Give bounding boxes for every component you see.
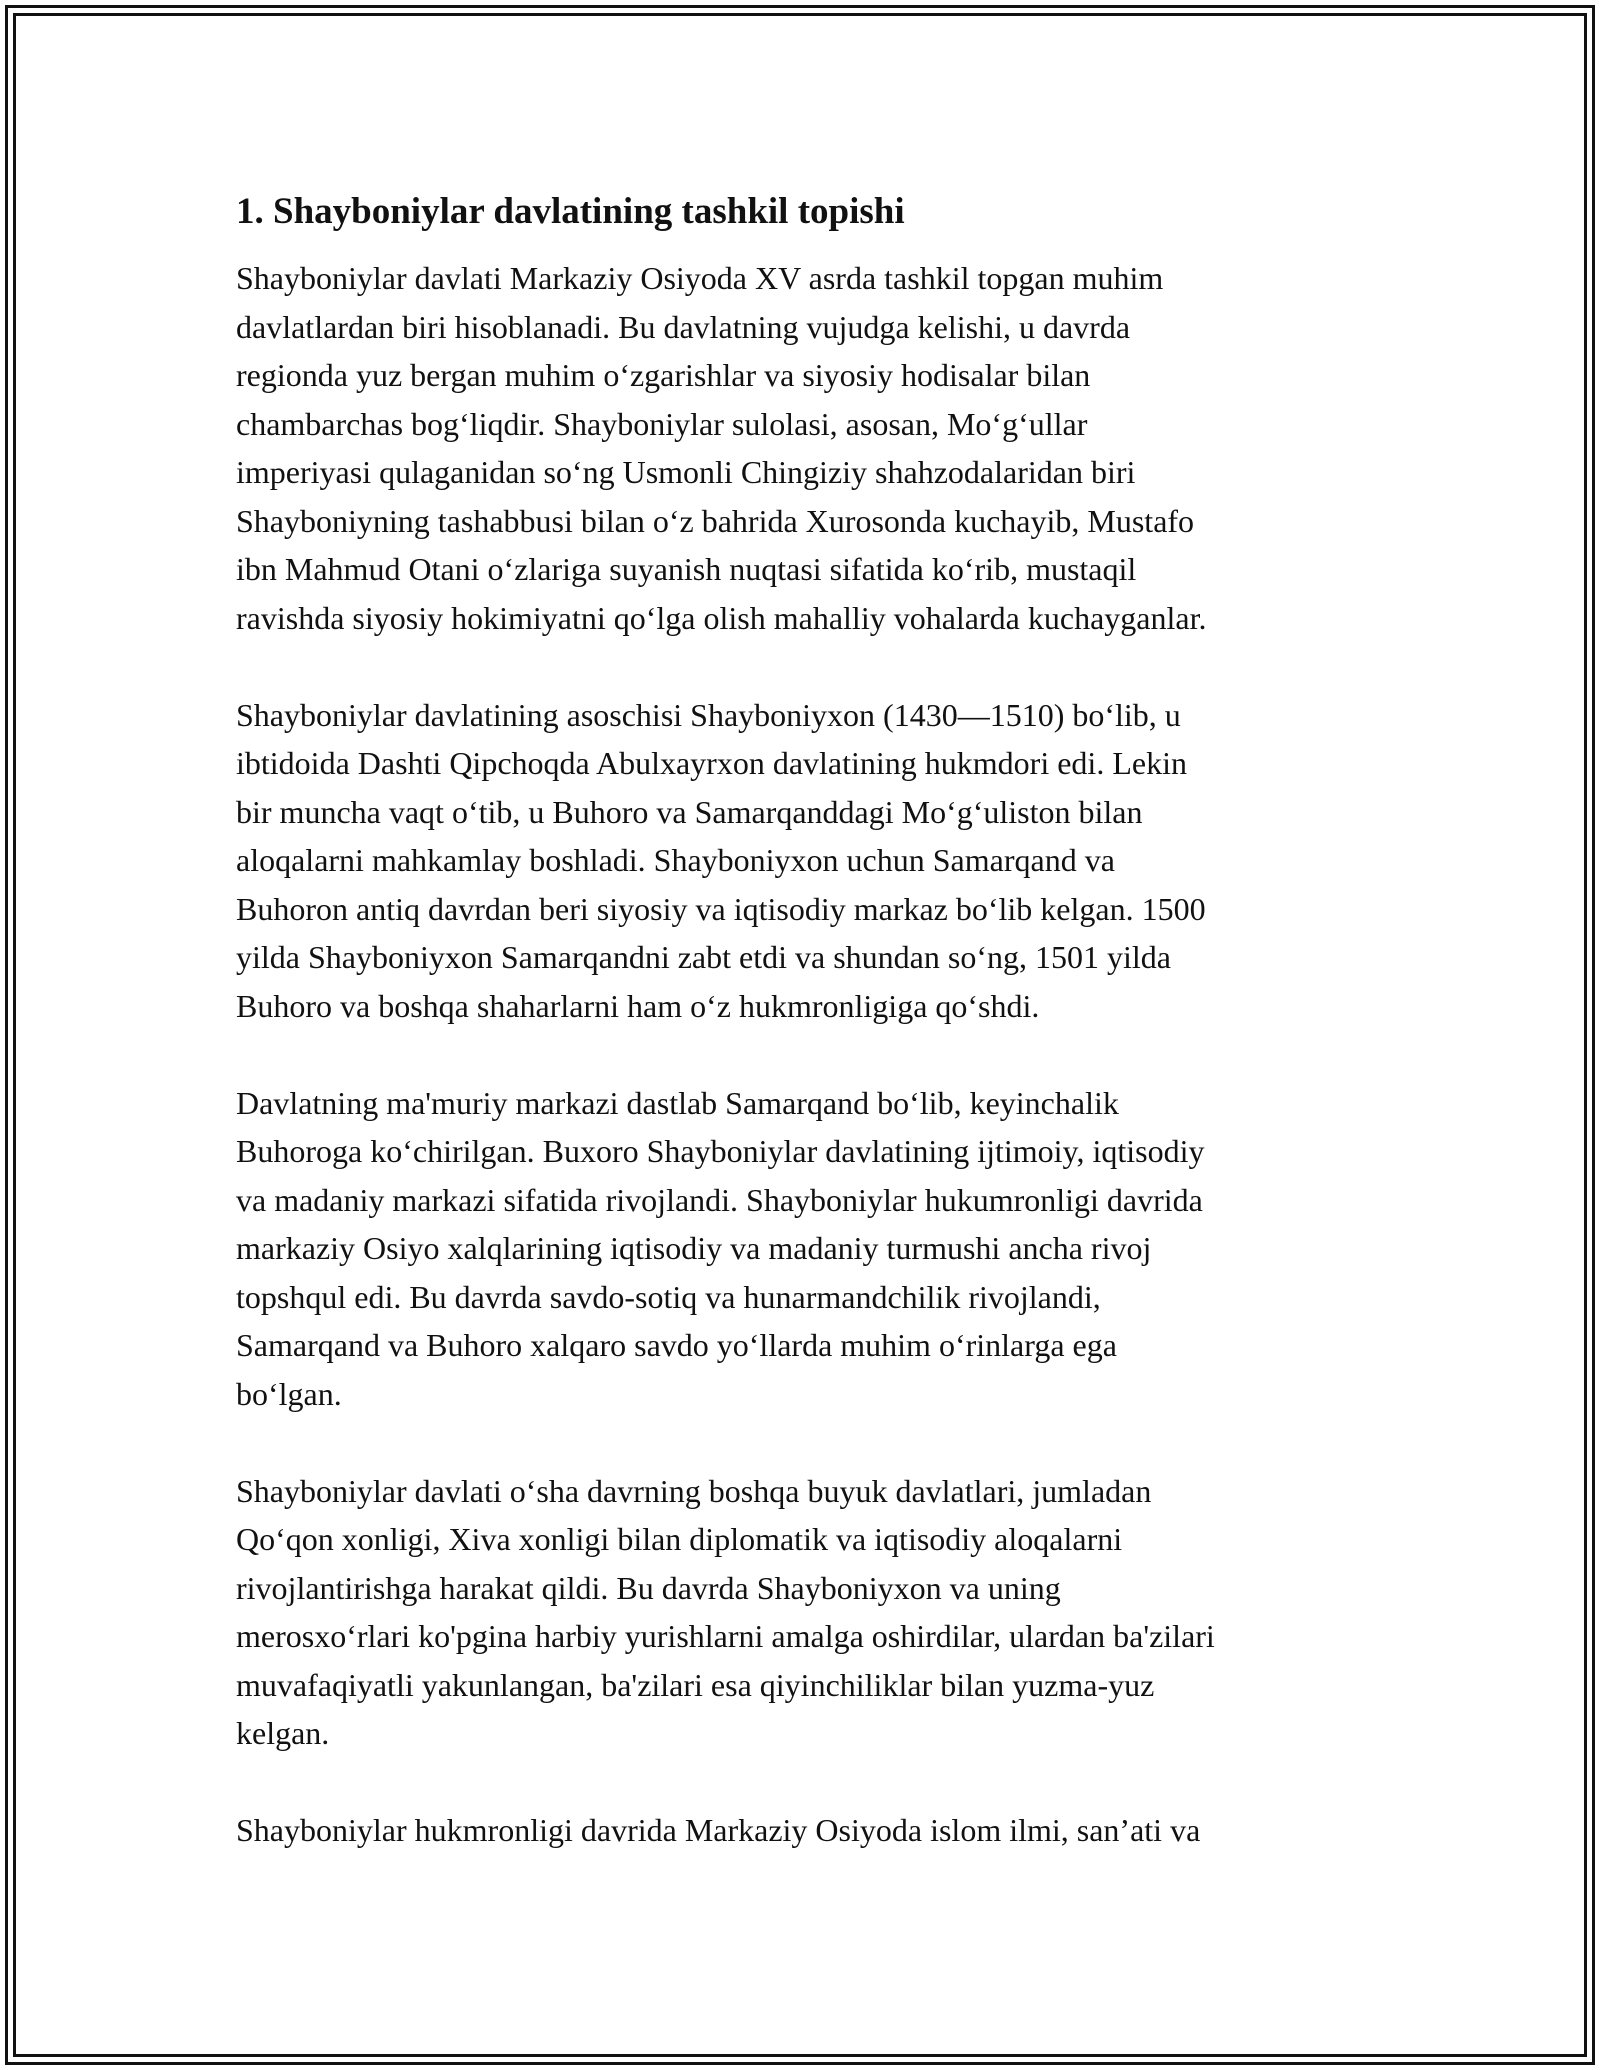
paragraph-1: Shayboniylar davlati Markaziy Osiyoda XV asrda tashkil topgan muhim davlatlardan biri hisoblanadi. Bu davlatning vujudga kelishi, u davrda regionda yuz bergan muhim oʻzgarishlar va siyosiy hodisalar bilan chambarchas bogʻliqdir. Shayboniylar sulolasi, asosan, Moʻgʻullar imperiyasi qulaganidan soʻng Usmonli Chingiziy shahzodalaridan biri Shayboniyning tashabbusi bilan oʻz bahrida Xurosonda kuchayib, Mustafo ibn Mahmud Otani oʻzlariga suyanish nuqtasi sifatida koʻrib, mustaqil ravishda siyosiy hokimiyatni qoʻlga olish mahalliy vohalarda kuchayganlar. [236, 260, 1207, 636]
paragraph-5: Shayboniylar hukmronligi davrida Markaziy Osiyoda islom ilmi, san’ati va [236, 1812, 1201, 1848]
paragraph-2: Shayboniylar davlatining asoschisi Shayboniyxon (1430—1510) boʻlib, u ibtidoida Dashti Qipchoqda Abulxayrxon davlatining hukmdori edi. Lekin bir muncha vaqt oʻtib, u Buhoro va Samarqanddagi Moʻgʻuliston bilan aloqalarni mahkamlay boshladi. Shayboniyxon uchun Samarqand va Buhoron antiq davrdan beri siyosiy va iqtisodiy markaz boʻlib kelgan. 1500 yilda Shayboniyxon Samarqandni zabt etdi va shundan soʻng, 1501 yilda Buhoro va boshqa shaharlarni ham oʻz hukmronligiga qoʻshdi. [236, 696, 1206, 1024]
paragraph-4: Shayboniylar davlati oʻsha davrning boshqa buyuk davlatlari, jumladan Qoʻqon xonligi, Xiva xonligi bilan diplomatik va iqtisodiy aloqalarni rivojlantirishga harakat qildi. Bu davrda Shayboniyxon va uning merosxoʻrlari ko'pgina harbiy yurishlarni amalga oshirdilar, ulardan ba'zilari muvafaqiyatli yakunlangan, ba'zilari esa qiyinchiliklar bilan yuzma-yuz kelgan. [236, 1472, 1215, 1751]
paragraph-3: Davlatning ma'muriy markazi dastlab Samarqand boʻlib, keyinchalik Buhoroga koʻchirilgan. Buxoro Shayboniylar davlatining ijtimoiy, iqtisodiy va madaniy markazi sifatida rivojlandi. Shayboniylar hukumronligi davrida markaziy Osiyo xalqlarining iqtisodiy va madaniy turmushi ancha rivoj topshqul edi. Bu davrda savdo-sotiq va hunarmandchilik rivojlandi, Samarqand va Buhoro xalqaro savdo yoʻllarda muhim oʻrinlarga ega boʻlgan. [236, 1084, 1205, 1412]
document-page [236, 188, 1364, 1903]
section-heading: 1. Shayboniylar davlatining tashkil topishi [236, 191, 905, 232]
